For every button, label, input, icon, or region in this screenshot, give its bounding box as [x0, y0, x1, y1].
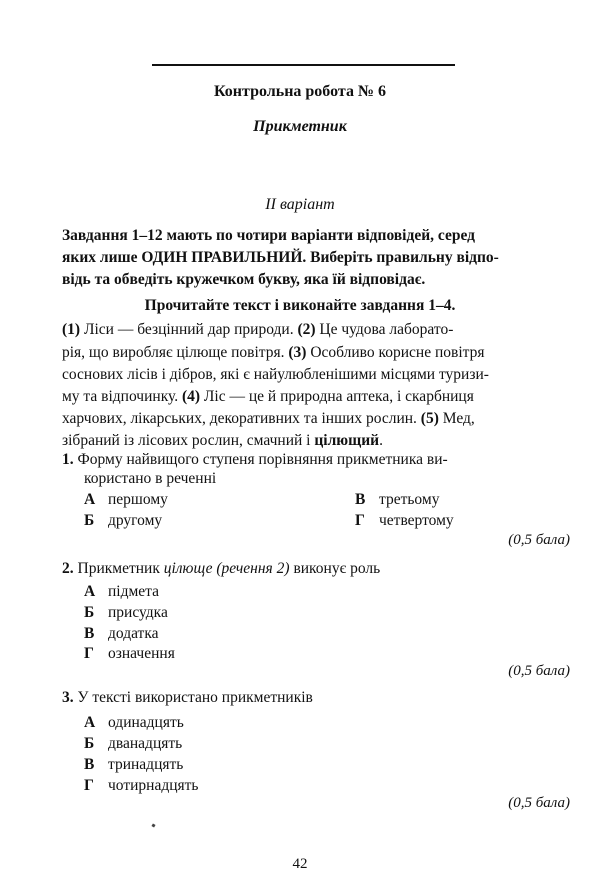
passage-line-1 — [62, 321, 453, 339]
passage-segment: Це чудова лаборато- — [315, 321, 454, 338]
question-1-prompt — [62, 451, 448, 469]
passage-segment: му та відпочинку. — [62, 388, 182, 405]
question-3-points: (0,5 бала) — [508, 795, 570, 811]
question-1-number: 1. — [62, 451, 74, 468]
passage-segment: (5) — [420, 410, 439, 427]
passage-segment: (3) — [288, 344, 307, 361]
question-2-points: (0,5 бала) — [508, 663, 570, 679]
instructions-line-1: Завдання 1–12 мають по чотири варіанти відповідей, серед — [62, 227, 475, 244]
question-1-option-b[interactable]: Б другому — [84, 512, 163, 529]
task-heading: Прочитайте текст і виконайте завдання 1–4. — [144, 297, 456, 314]
test-title: Контрольна робота № 6 — [213, 83, 387, 100]
passage-segment: . — [379, 432, 383, 449]
question-3-prompt: 3. У тексті використано прикметників — [62, 689, 313, 706]
question-3-option-a[interactable]: А одинадцять — [84, 714, 184, 731]
passage-segment: соснових лісів і дібров, які є найулюбленішими місцями туризи- — [62, 366, 489, 383]
passage-segment: зібраний із лісових рослин, смачний і — [62, 432, 315, 449]
question-1-option-a[interactable]: А першому — [84, 491, 168, 508]
question-1-prompt-line-2: користано в реченні — [84, 470, 217, 487]
passage-line-2 — [62, 344, 485, 362]
passage-segment: Особливо корисне повітря — [306, 344, 485, 361]
question-3-option-b[interactable]: Б дванадцять — [84, 735, 183, 752]
question-2-option-b[interactable]: Б присудка — [84, 604, 168, 621]
passage-line-5 — [62, 410, 475, 428]
variant-label: II варіант — [265, 196, 335, 213]
question-2-option-a[interactable]: А підмета — [84, 583, 160, 600]
passage-line-4 — [62, 388, 474, 406]
passage-segment: Ліс — це й природна аптека, і скарбниця — [200, 388, 474, 405]
passage-segment: рія, що виробляє цілюще повітря. — [62, 344, 289, 361]
question-2-number: 2. — [62, 560, 74, 577]
question-1-option-g[interactable]: Г четвертому — [355, 512, 454, 529]
question-1-prompt-line-1: Форму найвищого ступеня порівняння прикметника ви- — [77, 451, 448, 468]
page-number: 42 — [292, 856, 308, 872]
passage-line-3 — [62, 366, 489, 384]
question-3-option-v[interactable]: В тринадцять — [84, 756, 184, 773]
instructions-line-2: яких лише ОДИН ПРАВИЛЬНИЙ. Виберіть правильну відпо- — [62, 249, 499, 266]
question-3-option-g[interactable]: Г чотирнадцять — [84, 777, 199, 794]
instructions-line-3: відь та обведіть кружечком букву, яка їй відповідає. — [62, 271, 426, 288]
passage-segment: (1) — [62, 321, 81, 338]
passage-segment: цілющий — [314, 432, 380, 449]
passage-segment: Мед, — [438, 410, 475, 427]
question-2-option-v[interactable]: В додатка — [84, 625, 159, 642]
passage-segment: (4) — [181, 388, 201, 405]
question-1-option-v[interactable]: В третьому — [355, 491, 440, 508]
passage-segment: харчових, лікарських, декоративних та інших рослин. — [62, 410, 421, 427]
scan-mark — [151, 823, 155, 827]
top-rule — [152, 64, 455, 66]
question-1-points: (0,5 бала) — [508, 532, 570, 548]
question-3-number: 3. — [62, 689, 74, 706]
passage-segment: (2) — [297, 321, 316, 338]
passage-line-6 — [62, 432, 383, 450]
topic-title: Прикметник — [253, 118, 347, 135]
question-2-prompt: 2. Прикметник цілюще (речення 2) виконує роль — [62, 560, 381, 577]
question-2-option-g[interactable]: Г означення — [84, 645, 175, 662]
passage-segment: Ліси — безцінний дар природи. — [80, 321, 298, 338]
